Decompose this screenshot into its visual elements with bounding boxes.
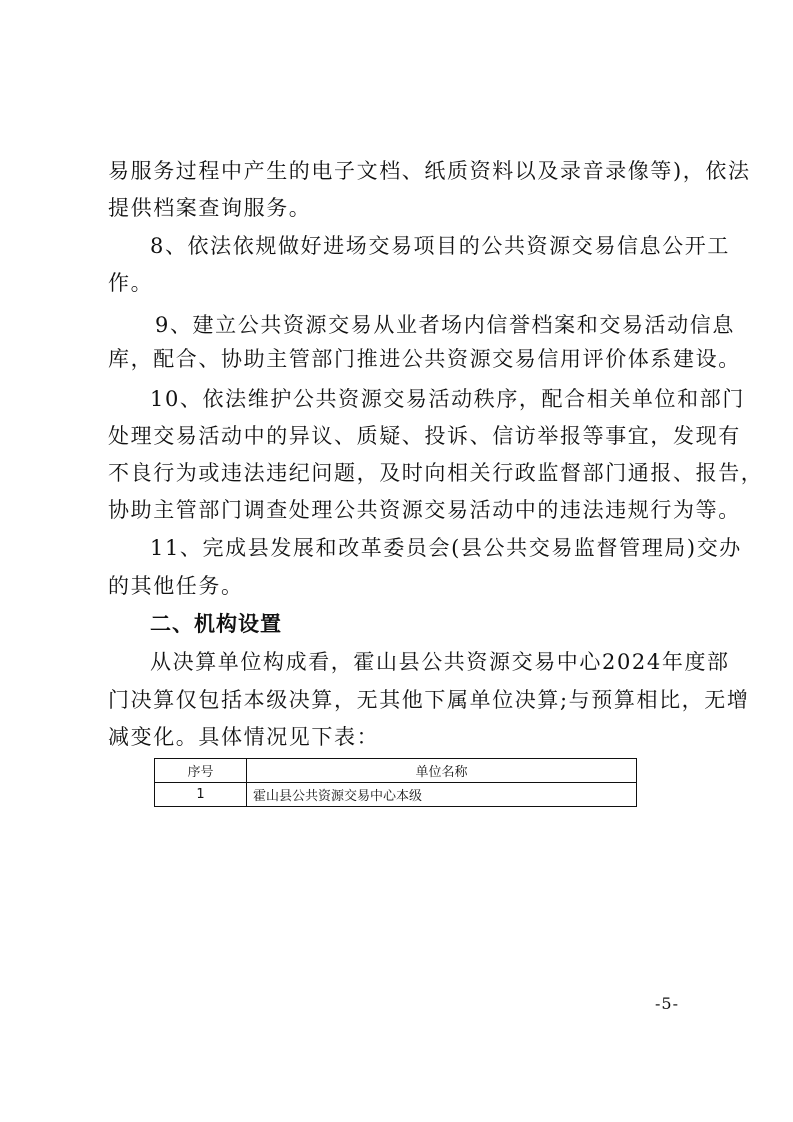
column-header-index: 序号 [155,759,247,783]
paragraph-line: 易服务过程中产生的电子文档、纸质资料以及录音录像等)，依法 [108,159,751,183]
table-cell-unit-name: 霍山县公共资源交易中心本级 [247,783,637,807]
page-number: -5- [655,994,679,1013]
paragraph-line: 提供档案查询服务。 [108,196,312,220]
paragraph-line: 减变化。具体情况见下表： [108,725,380,749]
paragraph-line: 门决算仅包括本级决算，无其他下属单位决算;与预算相比，无增 [108,688,750,712]
paragraph-line: 库，配合、协助主管部门推进公共资源交易信用评价体系建设。 [108,347,741,371]
paragraph-line: 作。 [108,271,154,295]
table-header-row [155,759,637,783]
paragraph-line: 9、建立公共资源交易从业者场内信誉档案和交易活动信息 [155,313,735,337]
section-heading: 二、机构设置 [150,612,282,636]
unit-table [154,758,637,807]
paragraph-line: 8、依法依规做好进场交易项目的公共资源交易信息公开工 [150,234,730,258]
paragraph-line: 不良行为或违法违纪问题，及时向相关行政监督部门通报、报告， [108,461,764,485]
paragraph-line: 10、依法维护公共资源交易活动秩序，配合相关单位和部门 [150,387,745,411]
table-cell-index: 1 [155,783,247,807]
paragraph-line: 从决算单位构成看，霍山县公共资源交易中心2024年度部 [150,650,730,674]
paragraph-line: 的其他任务。 [108,574,244,598]
paragraph-line: 协助主管部门调查处理公共资源交易活动中的违法违规行为等。 [108,498,741,522]
table-row [155,783,637,807]
column-header-unit-name: 单位名称 [247,759,637,783]
paragraph-line: 处理交易活动中的异议、质疑、投诉、信访举报等事宜，发现有 [108,424,741,448]
paragraph-line: 11、完成县发展和改革委员会(县公共交易监督管理局)交办 [150,536,742,560]
